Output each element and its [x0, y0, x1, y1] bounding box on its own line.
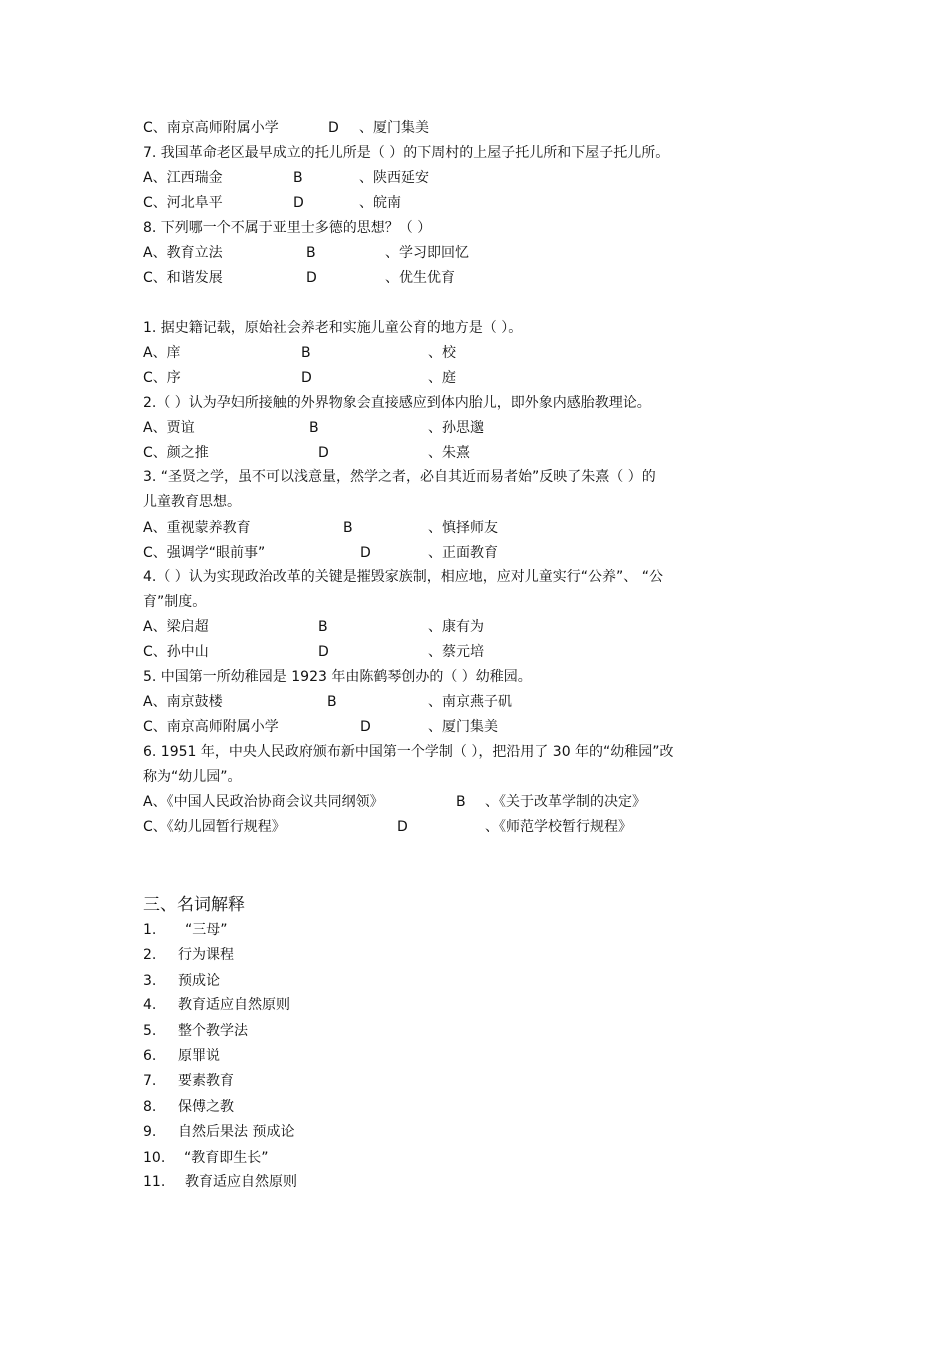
term-number: 1. [143, 922, 157, 938]
option-letter: D [293, 195, 304, 211]
option-letter: D [306, 270, 317, 286]
question-6-cont: 称为“幼儿园”。 [143, 769, 242, 785]
term-text: 整个教学法 [178, 1023, 248, 1039]
option-letter: D [360, 545, 371, 561]
option-left: A、南京鼓楼 [143, 694, 223, 710]
option-right: 、校 [428, 345, 456, 361]
option-left: C、南京高师附属小学 [143, 719, 279, 735]
option-left: A、《中国人民政治协商会议共同纲领》 [143, 794, 384, 810]
option-letter: B [309, 420, 319, 436]
option-left: A、重视蒙养教育 [143, 520, 251, 536]
question-4: 4.（ ）认为实现政治改革的关键是摧毁家族制，相应地，应对儿童实行“公养”、 “公 [143, 569, 664, 585]
option-left: A、江西瑞金 [143, 170, 223, 186]
term-text: “三母” [185, 922, 228, 938]
term-number: 4. [143, 997, 157, 1013]
option-left: C、强调学“眼前事” [143, 545, 266, 561]
option-letter: D [318, 445, 329, 461]
term-number: 5. [143, 1023, 157, 1039]
option-letter: B [306, 245, 316, 261]
term-number: 10. [143, 1150, 166, 1166]
option-right: 、慎择师友 [428, 520, 498, 536]
option-left: A、贾谊 [143, 420, 195, 436]
option-letter: B [318, 619, 328, 635]
option-letter: B [293, 170, 303, 186]
option-left: C、《幼儿园暂行规程》 [143, 819, 286, 835]
term-text: 要素教育 [178, 1073, 234, 1089]
option-right: 、皖南 [359, 195, 401, 211]
question-8: 8. 下列哪一个不属于亚里士多德的思想？（ ） [143, 220, 432, 236]
option-left: C、孙中山 [143, 644, 209, 660]
term-text: 保傅之教 [178, 1099, 234, 1115]
question-5: 5. 中国第一所幼稚园是 1923 年由陈鹤琴创办的（ ）幼稚园。 [143, 669, 532, 685]
option-letter: B [301, 345, 311, 361]
term-text: 预成论 [178, 973, 220, 989]
option-right: 、厦门集美 [359, 120, 429, 136]
question-1: 1. 据史籍记载，原始社会养老和实施儿童公育的地方是（ ）。 [143, 320, 523, 336]
option-letter: B [456, 794, 466, 810]
option-right: 、陕西延安 [359, 170, 429, 186]
option-right: 、《关于改革学制的决定》 [485, 794, 646, 810]
term-number: 11. [143, 1174, 166, 1190]
option-right: 、优生优育 [385, 270, 455, 286]
option-right: 、《师范学校暂行规程》 [485, 819, 632, 835]
option-left: A、庠 [143, 345, 181, 361]
option-letter: D [301, 370, 312, 386]
option-left: A、教育立法 [143, 245, 223, 261]
question-4-cont: 育”制度。 [143, 594, 207, 610]
term-text: 教育适应自然原则 [185, 1174, 297, 1190]
option-right: 、学习即回忆 [385, 245, 469, 261]
option-right: 、庭 [428, 370, 456, 386]
option-right: 、蔡元培 [428, 644, 484, 660]
term-number: 6. [143, 1048, 157, 1064]
option-left: C、颜之推 [143, 445, 209, 461]
option-right: 、南京燕子矶 [428, 694, 512, 710]
option-letter: D [328, 120, 339, 136]
option-letter: B [343, 520, 353, 536]
option-right: 、朱熹 [428, 445, 470, 461]
question-3: 3. “圣贤之学，虽不可以浅意量，然学之者，必自其近而易者始”反映了朱熹（ ）的 [143, 469, 656, 485]
option-right: 、孙思邈 [428, 420, 484, 436]
term-text: 原罪说 [178, 1048, 220, 1064]
option-left: C、河北阜平 [143, 195, 223, 211]
option-right: 、康有为 [428, 619, 484, 635]
option-letter: D [318, 644, 329, 660]
term-number: 2. [143, 947, 157, 963]
term-number: 8. [143, 1099, 157, 1115]
term-text: 行为课程 [178, 947, 234, 963]
option-letter: D [397, 819, 408, 835]
option-letter: B [327, 694, 337, 710]
term-text: “教育即生长” [184, 1150, 269, 1166]
option-left: A、梁启超 [143, 619, 209, 635]
question-2: 2.（ ）认为孕妇所接触的外界物象会直接感应到体内胎儿，即外象内感胎教理论。 [143, 395, 651, 411]
term-number: 9. [143, 1124, 157, 1140]
option-right: 、正面教育 [428, 545, 498, 561]
question-3-cont: 儿童教育思想。 [143, 494, 241, 510]
term-text: 自然后果法 预成论 [178, 1124, 295, 1140]
question-6: 6. 1951 年，中央人民政府颁布新中国第一个学制（ ），把沿用了 30 年的“幼稚园”改 [143, 744, 674, 760]
option-left: C、南京高师附属小学 [143, 120, 279, 136]
term-number: 7. [143, 1073, 157, 1089]
question-7: 7. 我国革命老区最早成立的托儿所是（ ）的下周村的上屋子托儿所和下屋子托儿所。 [143, 145, 670, 161]
section-heading: 三、名词解释 [143, 895, 245, 915]
term-text: 教育适应自然原则 [178, 997, 290, 1013]
option-letter: D [360, 719, 371, 735]
option-left: C、和谐发展 [143, 270, 223, 286]
option-right: 、厦门集美 [428, 719, 498, 735]
option-left: C、序 [143, 370, 181, 386]
term-number: 3. [143, 973, 157, 989]
